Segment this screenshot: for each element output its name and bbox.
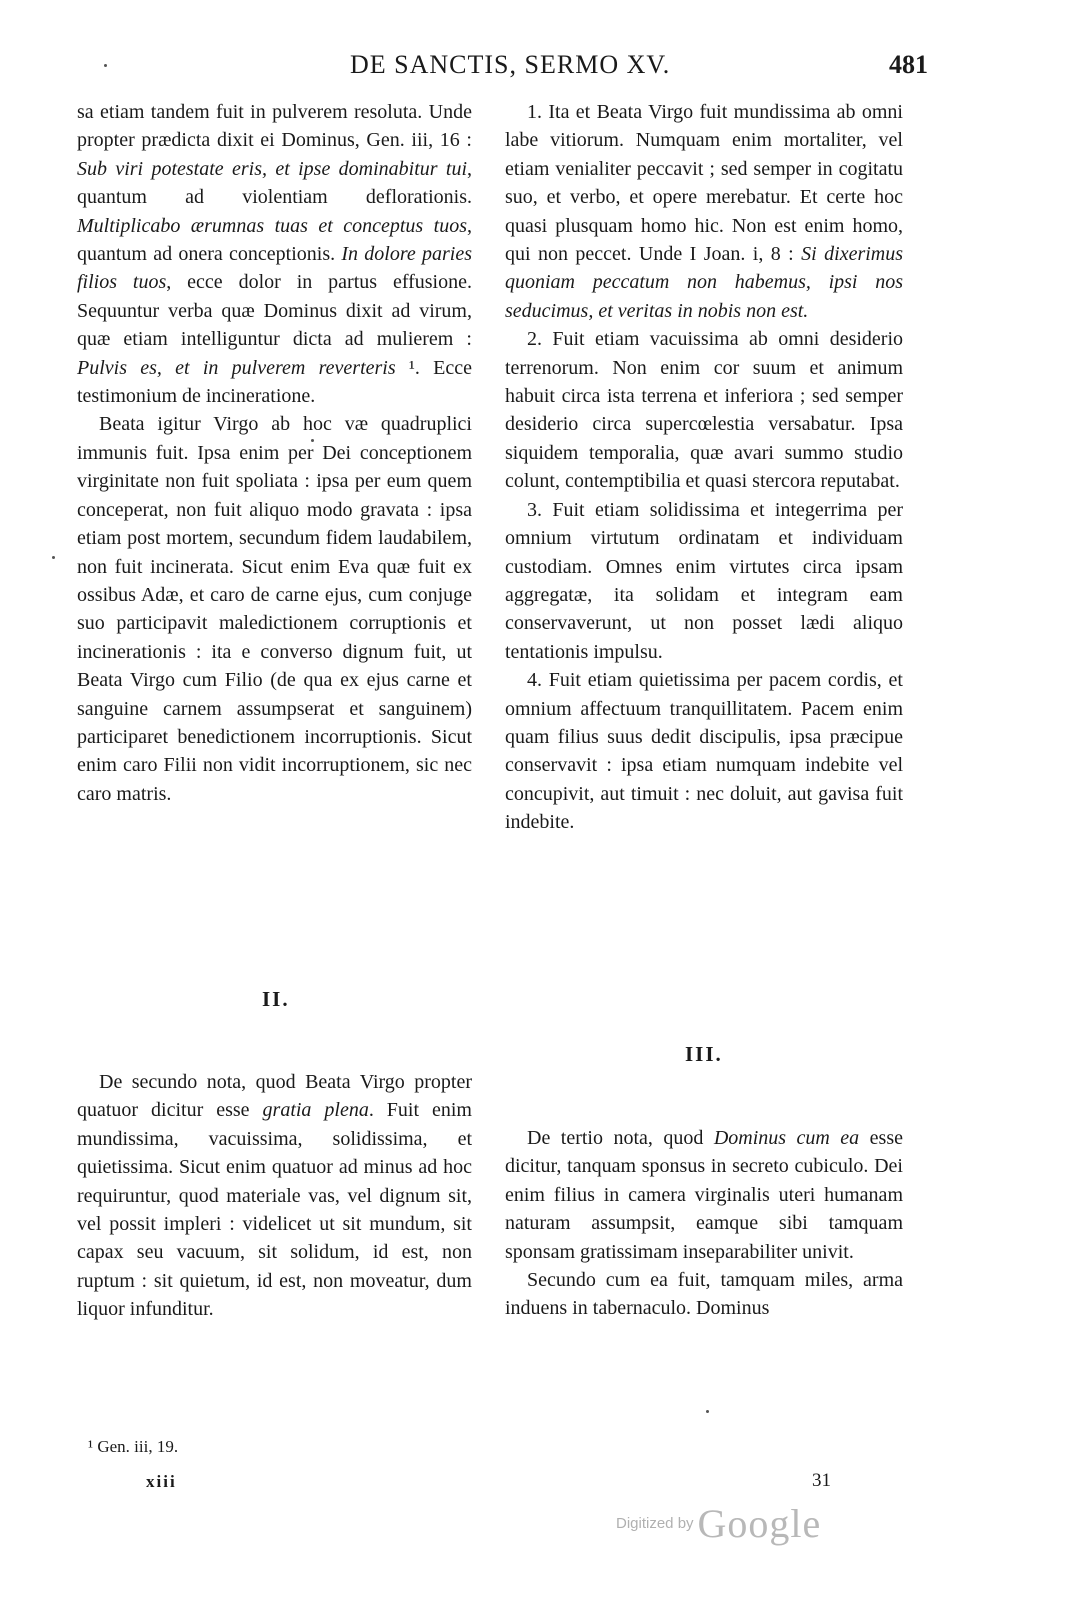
print-speck [311,439,314,442]
print-speck [706,1410,709,1413]
right-column-top [505,98,903,837]
google-logo: Google [697,1501,822,1546]
paragraph: De secundo nota, quod Beata Virgo propter quatuor dicitur esse gratia plena. Fuit enim mundissima, vacuissima, solidissima, et quietissima. Sicut enim quatuor ad minus ad hoc requiruntur, quod materiale vas, vel dignum sit, vel possit impleri : videlicet ut sit mundum, sit capax seu vacuum, sit solidum, id est, non ruptum : sit quietum, id est, non moveatur, dum liquor infunditur. [77,1071,472,1321]
footnote: ¹ Gen. iii, 19. [88,1437,179,1456]
paragraph: 1. Ita et Beata Virgo fuit mundissima ab omni labe vitiorum. Numquam enim mortaliter, vel etiam venialiter peccavit ; sed semper in cogitatu suo, et verbo, et opere merebatur. Et certe hoc quasi plusquam homo hic. Non est enim homo, qui non peccet. Unde I Joan. i, 8 : Si dixerimus quoniam peccatum non habemus, ipsi nos seducimus, et veritas in nobis non est. [505,101,904,322]
print-speck [52,556,55,559]
running-title: DE SANCTIS, SERMO XV. [350,50,671,79]
print-speck [104,64,107,67]
right-column-bottom [505,1124,903,1323]
paragraph: 3. Fuit etiam solidissima et integerrima per omnium virtutum ordinatam et individuam custodiam. Omnes enim virtutes circa ipsam aggregatæ, ita solidam et integram eam conservaverunt, ut non posset lædi aliquo tentationis impulsu. [505,498,903,663]
paragraph: sa etiam tandem fuit in pulverem resoluta. Unde propter prædicta dixit ei Dominus, Gen. iii, 16 : Sub viri potestate eris, et ipse dominabitur tui, quantum ad violentiam deflorationis. Multiplicabo ærumnas tuas et conceptus tuos, quantum ad onera conceptionis. In dolore paries filios tuos, ecce dolor in partus effusione. Sequuntur verba quæ Dominus dixit ad virum, quæ etiam intelliguntur dicta ad mulierem : Pulvis es, et in pulverem reverteris ¹. Ecce testimonium de incineratione. [77,101,473,408]
left-column-bottom [77,1068,472,1324]
page-number: 481 [889,50,928,79]
paragraph: De tertio nota, quod Dominus cum ea esse dicitur, tanquam sponsus in secreto cubiculo. Dei enim filius in camera virginalis uteri humanam naturam assumpsit, eamque sibi tamquam sponsam gratissimam inseparabiliter univit. [505,1127,903,1263]
left-column-top [77,98,472,808]
page-header [0,50,1080,90]
section-heading-iii: III. [685,1042,723,1066]
sheet-number: 31 [812,1470,831,1491]
paragraph: Secundo cum ea fuit, tamquam miles, arma induens in tabernaculo. Dominus [505,1269,903,1320]
paragraph: 4. Fuit etiam quietissima per pacem cordis, et omnium affectuum tranquillitatem. Pacem enim quam filius suus dedit discipulis, ipsa præcipue conservavit : ipsa etiam numquam indebite vel concupivit, aut timuit : nec doluit, aut gavisa fuit indebite. [505,669,903,834]
paragraph: 2. Fuit etiam vacuissima ab omni desiderio terrenorum. Non enim cor suum et animum habuit circa ista terrena et inferiora ; sed semper desiderio circa supercœlestia versabatur. Ipsa siquidem temporalia, quæ avari summo studio colunt, contemptibilia et quasi stercora reputabat. [505,328,903,493]
section-heading-ii: II. [262,987,290,1011]
google-watermark [616,1500,821,1547]
digitized-by-label: Digitized by [616,1515,694,1532]
paragraph: Beata igitur Virgo ab hoc væ quadruplici immunis fuit. Ipsa enim per Dei conceptionem virginitate non fuit spoliata : ipsa per eum quem conceperat, non fuit aliquo modo gravata : ipsa etiam post mortem, secundum fidem laudabilem, non fuit incinerata. Sicut enim Eva quæ fuit ex ossibus Adæ, et caro de carne ejus, cum conjuge suo participavit maledictionem corruptionis et incinerationis : ita e converso dignum fuit, ut Beata Virgo cum Filio (de qua ex ejus carne et sanguine carnem assumpserat et sanguinem) participaret benedictionem incorruptionis. Sicut enim caro Filii non vidit incorruptionem, sic nec caro matris. [77,413,472,805]
signature-mark: xiii [146,1472,177,1491]
